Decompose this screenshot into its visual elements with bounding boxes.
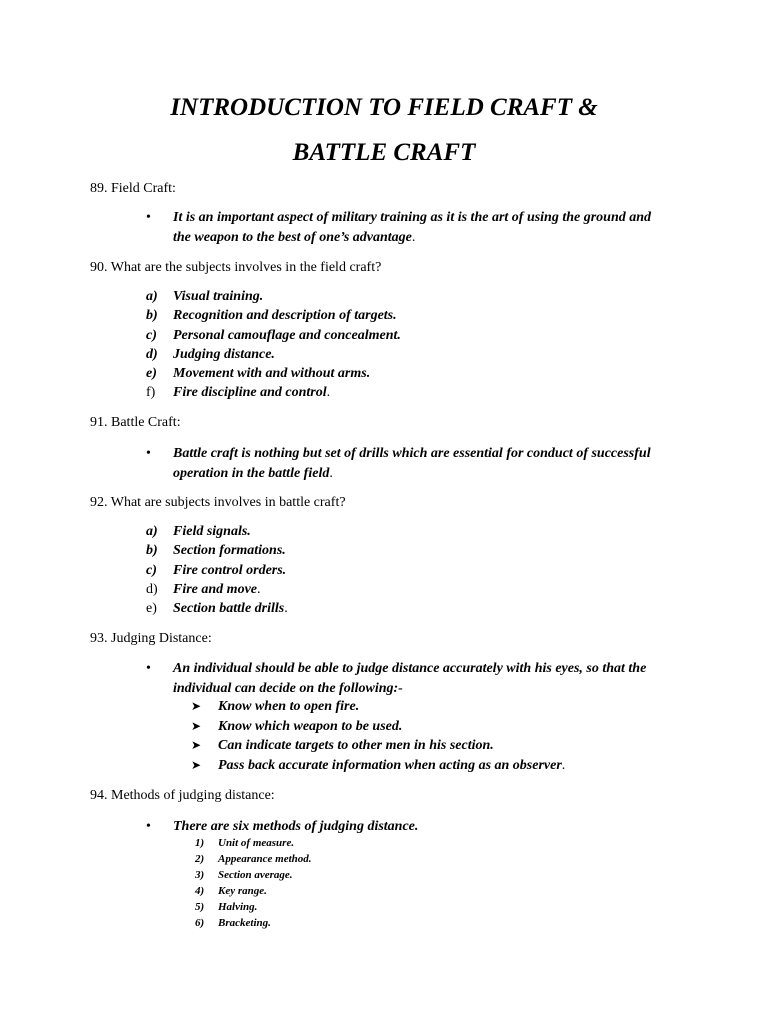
list-item: d) Fire and move . — [146, 581, 261, 597]
list-item: f) Fire discipline and control . — [146, 385, 331, 401]
bullet-icon: • — [146, 446, 151, 461]
section-92-heading: 92. What are subjects involves in battle craft? — [90, 495, 346, 510]
list-item: e) Section battle drills . — [146, 601, 288, 617]
bullet-icon: • — [146, 661, 151, 676]
list-item: b) Recognition and description of targets. — [146, 308, 397, 324]
arrow-icon: ➤ — [191, 718, 202, 733]
bullet-icon: • — [146, 819, 151, 834]
section-92-list — [146, 522, 288, 618]
section-94-bullet — [146, 817, 666, 837]
section-93-heading: 93. Judging Distance: — [90, 631, 212, 646]
list-item: b) Section formations. — [146, 543, 286, 559]
list-item: ➤ Pass back accurate information when acting as an observer . — [191, 756, 565, 776]
section-91-heading: 91. Battle Craft: — [90, 415, 181, 430]
section-93-bullet — [146, 659, 666, 699]
arrow-icon: ➤ — [191, 757, 202, 772]
list-item: c) Fire control orders. — [146, 562, 287, 578]
list-item: 4) Key range. — [195, 885, 267, 897]
list-item: 5) Halving. — [195, 901, 258, 913]
list-item: a) Field signals. — [146, 524, 251, 539]
section-94-bullet-text: There are six methods of judging distance. — [173, 819, 419, 834]
list-item: d) Judging distance. — [146, 346, 275, 362]
list-item: a) Visual training. — [146, 289, 264, 304]
section-89-bullet-text: It is an important aspect of military training as it is the art of using the ground and the weapon to the best of one’s advantage — [173, 210, 652, 245]
bullet-icon: • — [146, 210, 151, 225]
section-90-list — [146, 287, 401, 403]
section-90-heading: 90. What are the subjects involves in the field craft? — [90, 260, 382, 275]
list-item: 1) Unit of measure. — [195, 837, 295, 849]
page-title-line-1: INTRODUCTION TO FIELD CRAFT & — [170, 94, 598, 121]
section-94-list — [195, 835, 312, 931]
list-item: 3) Section average. — [195, 869, 293, 881]
list-item: ➤ Know which weapon to be used. — [191, 717, 565, 737]
arrow-icon: ➤ — [191, 699, 202, 713]
section-89-heading: 89. Field Craft: — [90, 181, 176, 196]
list-item: ➤ Know when to open fire. — [191, 697, 565, 717]
section-91-bullet-text: Battle craft is nothing but set of drills which are essential for conduct of successful operation in the battle field — [173, 446, 651, 481]
arrow-icon: ➤ — [191, 738, 202, 752]
page-title-line-2: BATTLE CRAFT — [292, 139, 476, 166]
section-93-sublist — [191, 697, 565, 775]
section-91-bullet: • Battle craft is nothing but set of drills which are essential for conduct of successful operation in the battle field. — [146, 446, 651, 481]
list-item: 2) Appearance method. — [195, 853, 312, 865]
list-item: ➤ Can indicate targets to other men in his section. — [191, 736, 565, 756]
list-item: c) Personal camouflage and concealment. — [146, 327, 401, 343]
list-item: 6) Bracketing. — [195, 917, 271, 929]
section-93-bullet-text: An individual should be able to judge distance accurately with his eyes, so that the individual can decide on the following:- — [173, 661, 647, 696]
section-89-bullet: • It is an important aspect of military training as it is the art of using the ground and the weapon to the best of one’s advantage. — [146, 210, 652, 245]
list-item: e) Movement with and without arms. — [146, 366, 371, 382]
section-94-heading: 94. Methods of judging distance: — [90, 788, 275, 803]
